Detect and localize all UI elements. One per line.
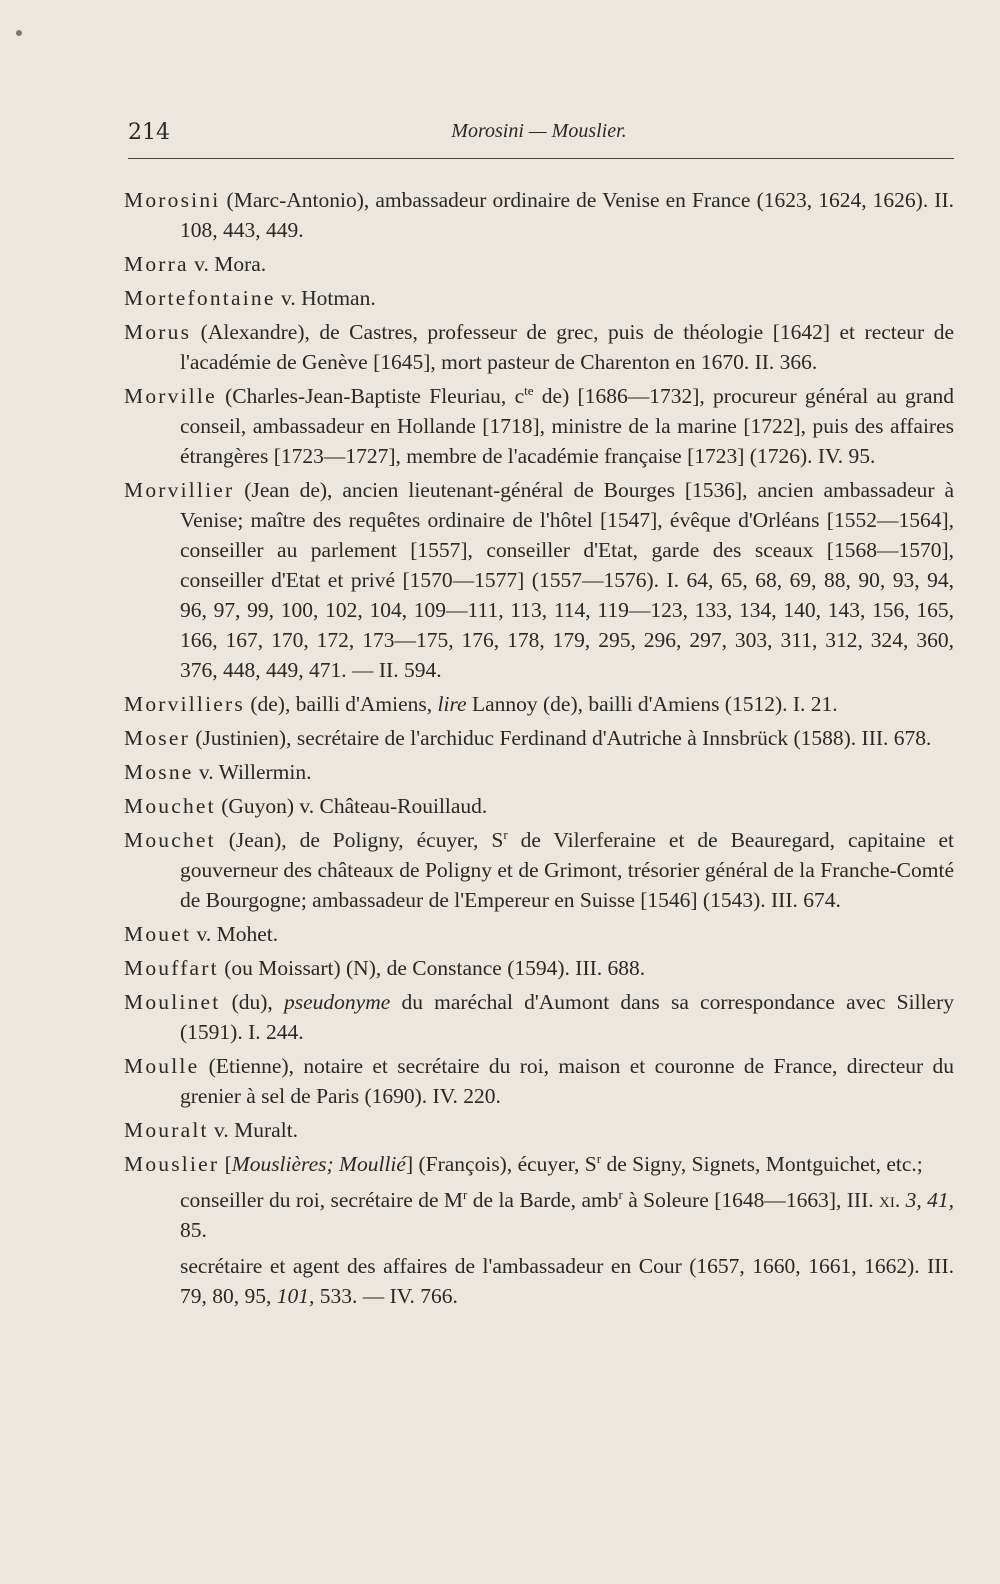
entry-text: [ [219,1152,232,1176]
entry-text: (de), bailli d'Amiens, [244,692,438,716]
entry-name: Morville [124,384,217,408]
entry-text: v. Mohet. [191,922,279,946]
index-entries [124,185,954,1315]
index-entry [124,381,954,471]
entry-text: v. Willermin. [193,760,312,784]
entry-text: (François), écuyer, S [413,1152,597,1176]
entry-variants: Mouslières; Moullié [231,1152,406,1176]
entry-name: Mouffart [124,956,219,980]
index-entry [124,757,954,787]
entry-subitem [180,1185,954,1245]
entry-references: 101, [276,1284,315,1308]
page-number: 214 [128,120,170,145]
index-entry [124,953,954,983]
index-entry [124,475,954,685]
index-entry [124,1115,954,1145]
entry-italic: pseudonyme [284,990,391,1014]
entry-text: . [894,1188,906,1212]
index-entry [124,987,954,1047]
index-entry [124,185,954,245]
entry-text: de) [1686—1732], procureur général au grand conseil, ambassadeur en Hollande [1718], ministre de la marine [1722], puis des affaires étrangères [1723—1727], membre de l'académie française [1723] (1726). IV. 95. [180,384,955,468]
entry-text: (Guyon) v. Château-Rouillaud. [215,794,488,818]
entry-subitem [180,1251,954,1311]
entry-text: à Soleure [1648—1663], III. [622,1188,880,1212]
index-entry [124,317,954,377]
page-header [128,120,950,152]
entry-text: (Marc-Antonio), ambassadeur ordinaire de Venise en France (1623, 1624, 1626). II. 108, 443, 449. [180,188,954,242]
entry-name: Mouchet [124,794,216,818]
speck-mark [16,30,22,36]
entry-text: ] [405,1152,414,1176]
entry-name: Morus [124,320,192,344]
entry-name: Morvillier [124,478,235,502]
index-entry [124,791,954,821]
entry-text: secrétaire et agent des affaires de l'ambassadeur en Cour (1657, 1660, 1661, 1662). III. 79, 80, 95, [180,1254,954,1308]
header-rule [128,158,954,159]
entry-text: (Charles-Jean-Baptiste Fleuriau, c [216,384,525,408]
entry-name: Mosne [124,760,194,784]
entry-text: (ou Moissart) (N), de Constance (1594). III. 688. [218,956,646,980]
entry-text: v. Muralt. [208,1118,299,1142]
entry-text: conseiller du roi, secrétaire de M [180,1188,464,1212]
entry-text: v. Hotman. [275,286,376,310]
entry-name: Mouchet [124,828,216,852]
entry-name: Mouet [124,922,192,946]
entry-name: Morvilliers [124,692,245,716]
index-entry [124,919,954,949]
entry-name: Morra [124,252,189,276]
entry-superscript: r [503,826,508,842]
index-entry [124,1051,954,1111]
entry-name: Mouralt [124,1118,209,1142]
entry-text: Lannoy (de), bailli d'Amiens (1512). I. 21. [466,692,838,716]
entry-text: (Justinien), secrétaire de l'archiduc Ferdinand d'Autriche à Innsbrück (1588). III. 678. [189,726,932,750]
entry-superscript: r [618,1186,623,1202]
running-head: Morosini — Mouslier. [451,120,627,142]
entry-text: xi [879,1188,895,1212]
entry-superscript: r [463,1186,468,1202]
entry-text: (Jean), de Poligny, écuyer, S [215,828,504,852]
entry-text: 85. [180,1218,207,1242]
entry-superscript: te [524,382,534,398]
entry-italic: lire [437,692,467,716]
entry-text: 533. — IV. 766. [314,1284,458,1308]
entry-text: (Jean de), ancien lieutenant-général de Bourges [1536], ancien ambassadeur à Venise; maître des requêtes ordinaire de l'hôtel [1547], évêque d'Orléans [1552—1564], conseiller au parlement [1557], conseiller d'Etat, garde des sceaux [1568—1570], conseiller d'Etat et privé [1570—1577] (1557—1576). I. [180,478,954,592]
entry-name: Mortefontaine [124,286,276,310]
entry-text: de Signy, Signets, Montguichet, etc.; [601,1152,923,1176]
entry-name: Morosini [124,188,221,212]
entry-text: (Alexandre), de Castres, professeur de grec, puis de théologie [1642] et recteur de l'académie de Genève [1645], mort pasteur de Charenton en 1670. II. 366. [180,320,954,374]
index-entry [124,283,954,313]
entry-name: Moulinet [124,990,221,1014]
entry-text: de Vilerferaine et de Beauregard, capitaine et gouverneur des châteaux de Poligny et de Grimont, trésorier général de la Franche-Comté de Bourgogne; ambassadeur de l'Empereur en Suisse [1546] (1543). III. 674. [180,828,954,912]
index-entry [124,249,954,279]
entry-text: v. Mora. [188,252,267,276]
entry-references: 64, 65, 68, 69, 88, 90, 93, 94, 96, 97, 99, 100, 102, 104, 109—111, 113, 114, 119—123, 133, 134, 140, 143, 156, 165, 166, 167, 170, 172, 173—175, 176, 178, 179, 295, 296, 297, 303, 311, 312, 324, 360, 376, 448, 449, 471. — II. 594. [180,568,955,682]
entry-text: (du), [220,990,284,1014]
entry-text: du maréchal d'Aumont dans sa correspondance avec Sillery (1591). I. 244. [180,990,954,1044]
entry-name: Moulle [124,1054,200,1078]
entry-superscript: r [596,1150,602,1166]
index-entry [124,723,954,753]
index-entry [124,825,954,915]
entry-text: (Etienne), notaire et secrétaire du roi, maison et couronne de France, directeur du grenier à sel de Paris (1690). IV. 220. [180,1054,954,1108]
entry-name: Mouslier [124,1152,220,1176]
entry-text: de la Barde, amb [467,1188,619,1212]
index-entry [124,689,954,719]
entry-references: 3, 41, [905,1188,954,1212]
index-entry [124,1149,954,1311]
entry-name: Moser [124,726,190,750]
